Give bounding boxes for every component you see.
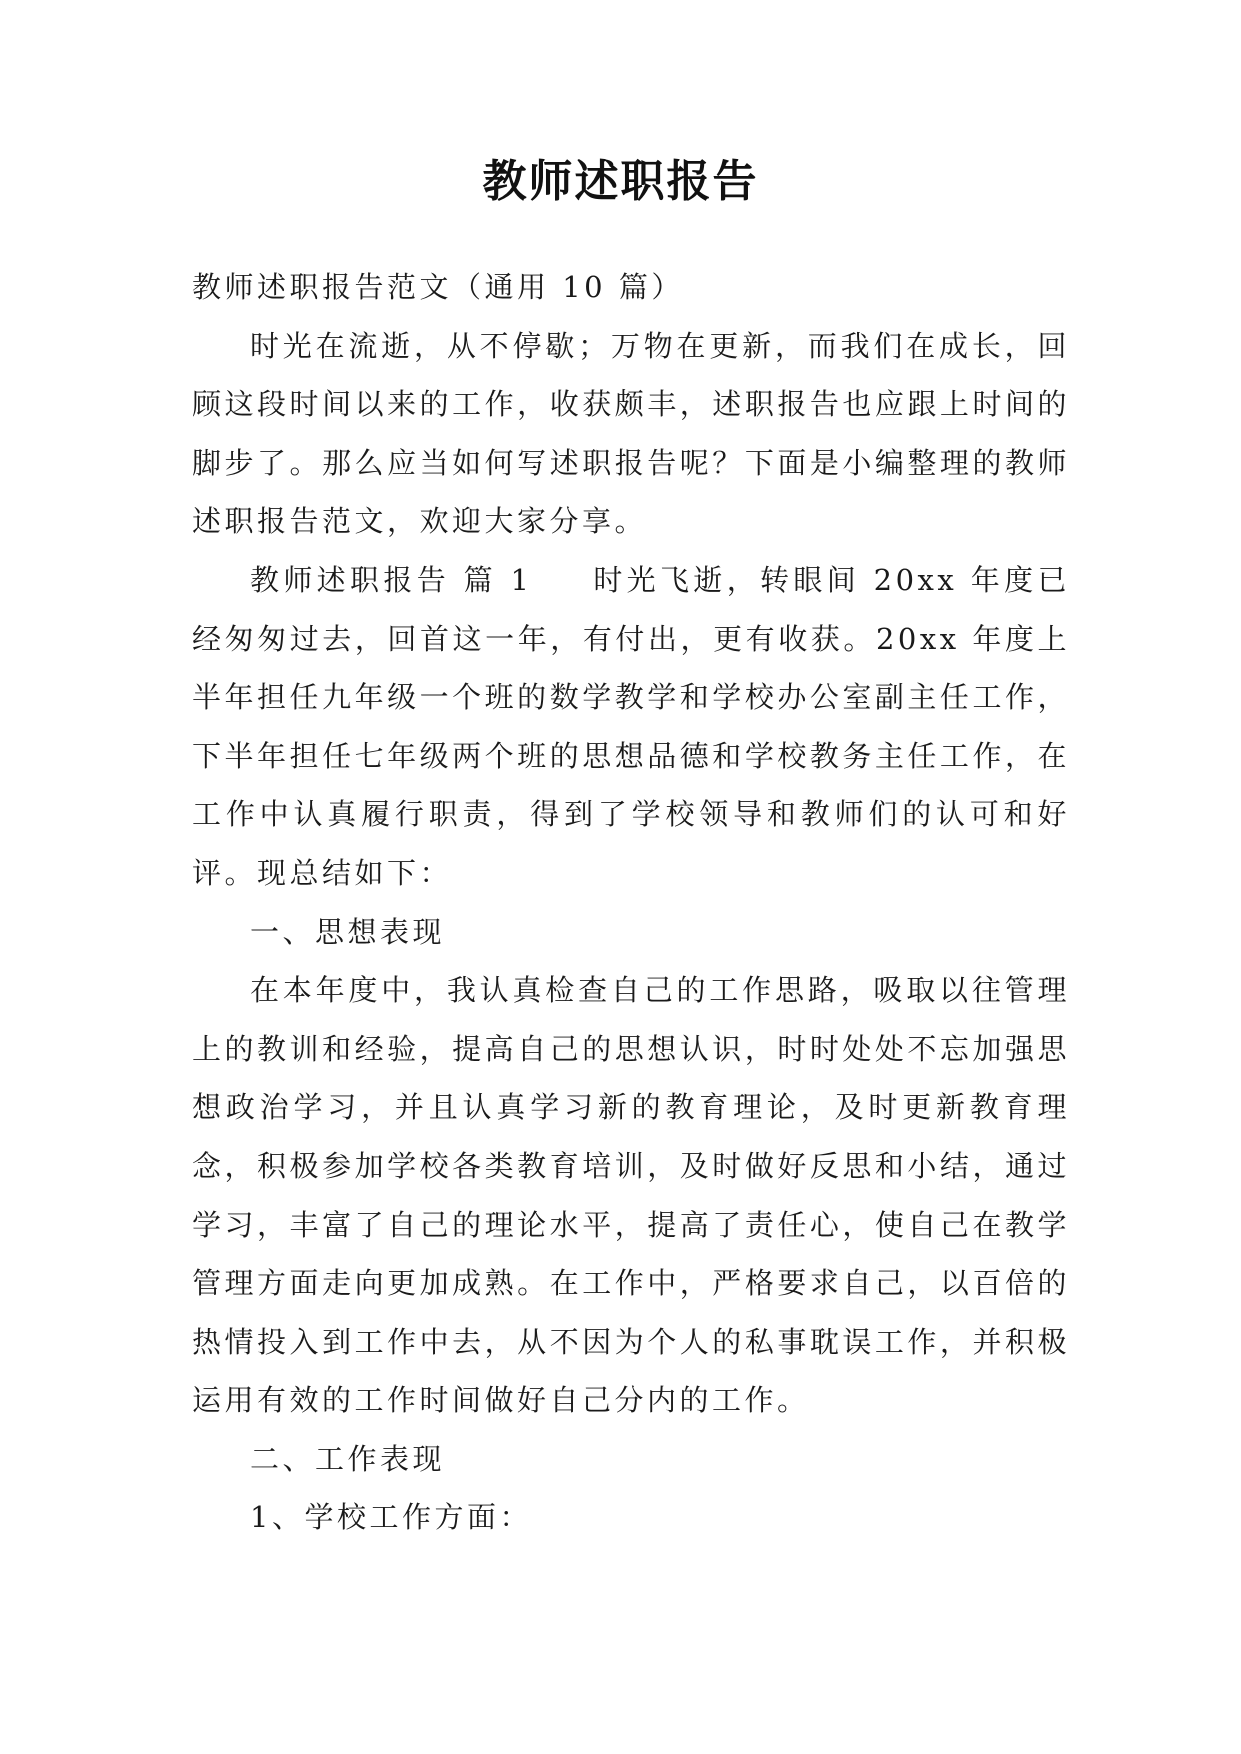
section-heading-ideology: 一、思想表现 (250, 914, 446, 949)
intro-paragraph: 时光在流逝，从不停歇；万物在更新，而我们在成长，回顾这段时间以来的工作，收获颇丰，述职报告也应跟上时间的脚步了。那么应当如何写述职报告呢？下面是小编整理的教师述职报告范文，欢迎大家分享。 (192, 328, 1070, 539)
part-body: 时光飞逝，转眼间 20xx 年度已经匆匆过去，回首这一年，有付出，更有收获。20xx 年度上半年担任九年级一个班的数学教学和学校办公室副主任工作，下半年担任七年级两个班的思想品德和学校教务主任工作，在工作中认真履行职责，得到了学校领导和教师们的认可和好评。现总结如下： (192, 562, 1070, 890)
subsection-heading-school-work: 1、学校工作方面： (250, 1500, 532, 1535)
section-heading-work: 二、工作表现 (250, 1441, 446, 1476)
document-title: 教师述职报告 (482, 156, 759, 207)
document-subtitle: 教师述职报告范文（通用 10 篇） (192, 270, 684, 304)
section-ideology-paragraph: 在本年度中，我认真检查自己的工作思路，吸取以往管理上的教训和经验，提高自己的思想认识，时时处处不忘加强思想政治学习，并且认真学习新的教育理论，及时更新教育理念，积极参加学校各类教育培训，及时做好反思和小结，通过学习，丰富了自己的理论水平，提高了责任心，使自己在教学管理方面走向更加成熟。在工作中，严格要求自己，以百倍的热情投入到工作中去，从不因为个人的私事耽误工作，并积极运用有效的工作时间做好自己分内的工作。 (192, 973, 1070, 1418)
document-body (192, 258, 1070, 1547)
part-label: 教师述职报告 篇 1 (250, 562, 533, 597)
part-one-paragraph (192, 551, 1070, 903)
